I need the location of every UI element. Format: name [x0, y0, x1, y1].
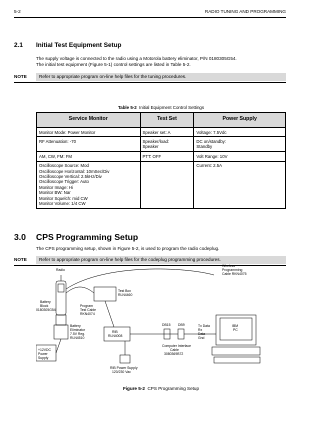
table-row [37, 128, 286, 137]
battery-eliminator-label: Battery [70, 324, 81, 328]
wireless-cable-label: Programming [222, 268, 243, 272]
program-test-cable-line [66, 287, 94, 293]
table-cell [37, 161, 141, 208]
note-rule [14, 82, 286, 83]
page-number: 5-2 [14, 9, 21, 14]
test-box-shape [94, 287, 116, 301]
table-row [37, 152, 286, 161]
cps-setup-diagram [36, 263, 286, 377]
table-row [37, 137, 286, 152]
pc-base [212, 347, 260, 355]
test-box-label: Test Box [118, 289, 132, 293]
cell-line: DC on/standby: [196, 138, 227, 144]
note-tag: NOTE [14, 74, 27, 79]
computer-cable-label: Computer Interface [162, 344, 192, 348]
cell-line: Monitor Squelch: mid CW [39, 195, 88, 201]
section-title: Initial Test Equipment Setup [36, 42, 122, 49]
rib-power-label: RIB Power Supply [110, 366, 138, 370]
section-title: CPS Programming Setup [36, 232, 139, 242]
cell-line: PTT: OFF [142, 153, 162, 159]
power-lead [56, 339, 61, 353]
computer-cable-label: 3080369B72 [164, 352, 184, 356]
signal-label: Rx [198, 328, 203, 332]
table-cell [140, 137, 194, 152]
table-header-row [37, 113, 286, 128]
rib-label: RLN4008 [108, 334, 123, 338]
cell-line: Voltage: 7.5Vdc [196, 129, 227, 135]
table-cell [37, 137, 141, 152]
settings-table [36, 112, 286, 209]
body-line: The CPS programming setup, shown in Figure 5-2, is used to program the radio codeplug. [36, 246, 220, 251]
cell-line: Oscilloscope Trigger: Auto [39, 179, 89, 185]
cell-line: Monitor Image: Hi [39, 184, 73, 190]
battery-block-label: Block [40, 304, 49, 308]
figure-caption [36, 386, 286, 391]
battery-block-shape [56, 315, 66, 325]
header-rule [14, 17, 286, 18]
table-cell [37, 128, 141, 137]
db9-label: DB9 [178, 323, 185, 327]
computer-cable-label: Cable [170, 348, 179, 352]
note-text: Refer to appropriate program on-line help files for the tuning procedures. [36, 73, 286, 81]
cell-line: Oscilloscope Horizontal: 10mSec/Div [39, 168, 110, 174]
section-number: 3.0 [14, 232, 26, 242]
table-caption-text: Initial Equipment Control Settings [139, 105, 205, 110]
table-cell [140, 161, 194, 208]
rib-power-shape [120, 355, 130, 363]
radio-label: Radio [56, 268, 65, 272]
pc-label: IBM [232, 324, 239, 328]
table-cell [140, 128, 194, 137]
figure-caption-label: Figure 5-2 [122, 386, 145, 391]
rib-label: RIB [112, 330, 118, 334]
cell-line: Monitor Mode: Power Monitor [39, 129, 96, 135]
battery-eliminator-label: RLN4510 [70, 336, 85, 340]
section-number: 2.1 [14, 42, 23, 49]
cell-line: RF Attenuation: -70 [39, 138, 77, 144]
section-heading-2-1 [14, 42, 121, 49]
body-line: The supply voltage is connected to the radio using a Motorola battery eliminator, P/N 0180305G54. [36, 56, 237, 61]
battery-eliminator-shape [54, 325, 68, 339]
column-header: Service Monitor [37, 113, 141, 128]
table-cell [140, 152, 194, 161]
pc-keyboard [214, 357, 260, 363]
radio-display [58, 284, 64, 292]
test-box-to-rib-line [105, 301, 114, 327]
section-heading-3-0 [14, 232, 138, 242]
signal-label: Gnd [198, 336, 205, 340]
battery-eliminator-label: Eliminator [70, 328, 86, 332]
wireless-cable-label: Wireless [222, 264, 235, 268]
table-cell [194, 128, 286, 137]
cell-line: Speaker set: A [142, 129, 171, 135]
battery-block-label: 0180305G54 [36, 308, 56, 312]
table-caption [36, 105, 286, 110]
cell-line: Standby [196, 144, 213, 150]
db15-label: DB15 [162, 323, 171, 327]
program-test-cable-label: Test Cable [80, 308, 97, 312]
wireless-cable-line [66, 269, 214, 289]
test-box-label: RLN4460 [118, 293, 133, 297]
table-cell [37, 152, 141, 161]
program-test-cable-label: Program [80, 304, 94, 308]
table-cell [194, 161, 286, 208]
cell-line: Current: 2.5A [196, 163, 222, 169]
table-row [37, 161, 286, 208]
power-supply-label: Power [38, 352, 48, 356]
column-header: Power Supply [194, 113, 286, 128]
wireless-cable-label: Cable RKN4075 [222, 272, 247, 276]
radio-shape [56, 281, 66, 315]
cell-line: Speaker/load: [142, 138, 170, 144]
note-text: Refer to appropriate program on-line help files for the codeplug programming procedures. [36, 256, 286, 264]
body-line: The initial test equipment (Figure 5-1) control settings are listed in Table 5-2. [36, 62, 191, 67]
pc-label: PC [233, 328, 238, 332]
figure-caption-text: CPS Programming Setup [147, 386, 200, 391]
note-block [14, 73, 286, 81]
cell-line: Volt Range: 10V [196, 153, 228, 159]
setup-diagram-svg [36, 263, 286, 377]
cell-line: Speaker [142, 144, 159, 150]
cell-line: Oscilloscope Source: Mod [39, 163, 89, 169]
table-caption-label: Table 5-2 [117, 105, 137, 110]
power-supply-label: Supply [38, 356, 49, 360]
battery-eliminator-label: 7.5V Reg. [70, 332, 86, 336]
cell-line: Monitor Volume: 1/4 CW [39, 200, 86, 206]
power-supply-label: +12VDC [38, 348, 51, 352]
battery-block-label: Battery [40, 300, 51, 304]
running-title: RADIO TUNING AND PROGRAMMING [204, 9, 286, 14]
program-test-cable-label: RKN4074 [80, 312, 95, 316]
table-cell [194, 152, 286, 161]
db9-connector [178, 329, 184, 339]
rib-power-label: 120/230 Vac [112, 370, 131, 374]
table-cell [194, 137, 286, 152]
cell-line: AM, CW, FM: FM [39, 153, 72, 159]
signal-label: Data [198, 332, 206, 336]
column-header: Test Set [140, 113, 194, 128]
signal-label: Tx Data [198, 324, 210, 328]
cell-line: Monitor BW: Nar [39, 190, 71, 196]
cell-line: Oscilloscope Vertical: 2.5kHz/Div [39, 173, 102, 179]
note-tag: NOTE [14, 257, 27, 262]
